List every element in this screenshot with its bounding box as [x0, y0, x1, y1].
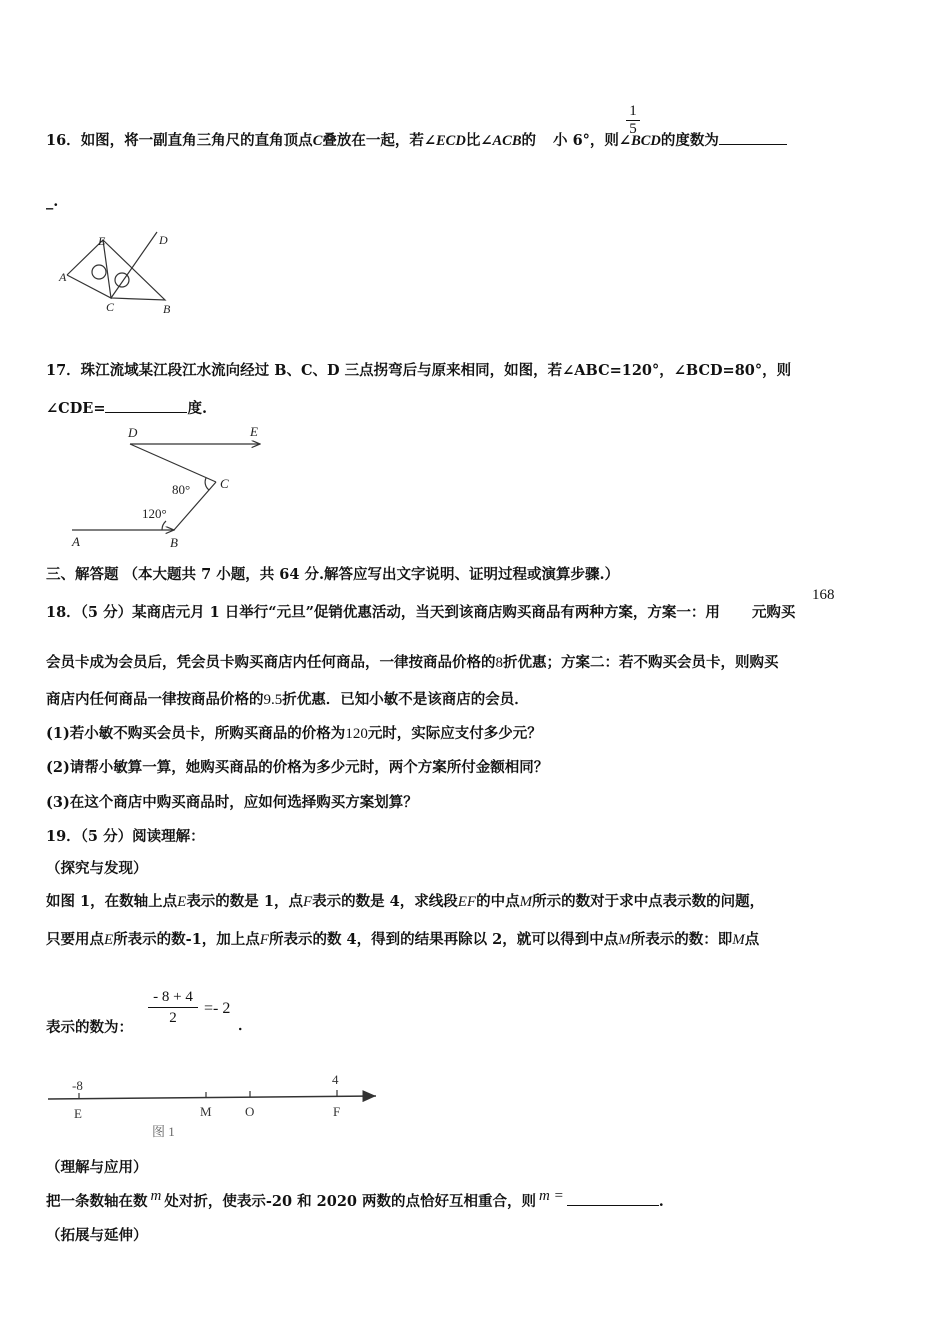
label-e: E	[98, 234, 106, 248]
q19-line3	[46, 1016, 133, 1037]
q19-fold-line	[46, 1190, 664, 1211]
q18-part: 商店内任何商品一律按商品价格的	[46, 691, 264, 708]
q19-var: m =	[539, 1188, 564, 1204]
q19-apply-heading: （理解与应用）	[46, 1159, 148, 1176]
fraction-numerator: - 8 + 4	[153, 989, 193, 1005]
figure-17	[64, 420, 274, 555]
fraction-denominator: 5	[629, 121, 637, 137]
triangle-bcd	[103, 232, 165, 300]
fraction-numerator: 1	[629, 103, 637, 119]
q19-var: F	[259, 932, 269, 948]
q18-number-168: 168	[812, 587, 835, 603]
label-b: B	[163, 302, 171, 316]
q19-part: 所表示的数：即	[630, 931, 733, 948]
label-a: A	[59, 270, 67, 284]
q19-explore-heading: （探究与发现）	[46, 860, 148, 877]
q16-number: 16．	[46, 132, 81, 149]
q16-part: 如图，将一副直角三角尺的直角顶点	[80, 132, 313, 149]
q19-var: E	[177, 894, 187, 910]
angle-120-label: 120°	[142, 506, 167, 521]
label-d: D	[128, 425, 138, 440]
q19-var: EF	[457, 894, 477, 910]
q16-var: BCD	[631, 133, 661, 149]
q19-part: 点	[744, 931, 760, 948]
label-c: C	[220, 476, 229, 491]
q19-part: 的中点	[476, 893, 520, 910]
q19-var: F	[302, 894, 313, 910]
q18-part2: (2)请帮小敏算一算，她购买商品的价格为多少元时，两个方案所付金额相同？	[46, 759, 549, 776]
answer-blank[interactable]	[719, 130, 787, 145]
q19-var: E	[104, 932, 114, 948]
q18-line3	[46, 688, 529, 709]
point-f-label: F	[333, 1104, 341, 1119]
label-d: D	[159, 233, 168, 247]
q19-part: 所表示的数 4，得到的结果再除以 2，就可以得到中点	[268, 931, 619, 948]
q18-part: 元时，实际应支付多少元？	[367, 725, 542, 742]
q19-fraction	[148, 988, 198, 1028]
figure-16	[55, 228, 185, 318]
value-4: 4	[332, 1072, 339, 1087]
q17-line2	[46, 397, 207, 418]
triangle-ace	[67, 240, 111, 298]
q19-title: 19．（5 分）阅读理解：	[46, 828, 205, 845]
q16-text	[46, 129, 787, 150]
q19-part: 把一条数轴在数	[46, 1193, 148, 1210]
q16-part: 叠放在一起，若∠	[322, 132, 437, 149]
q19-result: =- 2	[204, 1000, 231, 1017]
river-cd	[130, 444, 216, 482]
q16-part: 的	[521, 132, 537, 149]
q16-part: 比∠	[465, 132, 493, 149]
point-m-label: M	[200, 1104, 212, 1119]
q19-part: 所表示的数-1，加上点	[113, 931, 260, 948]
q19-var: m	[150, 1188, 162, 1204]
q19-part: 只要用点	[46, 931, 104, 948]
q19-part: .	[658, 1193, 664, 1210]
q19-part: 表示的数是 1，点	[186, 893, 303, 910]
q17-suffix: 度.	[187, 400, 208, 417]
angle-arc-c	[205, 478, 209, 490]
angle-80-label: 80°	[172, 482, 191, 497]
q18-number: 8	[495, 655, 503, 671]
q18-part: 折优惠；方案二：若不购买会员卡，则购买	[503, 654, 779, 671]
q16-var: C	[312, 133, 323, 149]
fraction-denominator: 2	[169, 1010, 177, 1026]
q19-part: 如图 1，在数轴上点	[46, 893, 178, 910]
q18-part: 18．（5 分）某商店元月 1 日举行“元旦”促销优惠活动，当天到该商店购买商品有两种方案，方案一：用	[46, 604, 720, 621]
q19-part: 表示的数为：	[46, 1019, 133, 1036]
q18-part: 元购买	[751, 604, 796, 621]
figure-19-number-line	[44, 1068, 389, 1140]
angle-arc-b	[162, 521, 166, 530]
q16-var: ECD	[436, 133, 466, 149]
angle-circle-2	[115, 273, 129, 287]
label-c: C	[106, 300, 115, 314]
q18-part: 会员卡成为会员后，凭会员卡购买商店内任何商品，一律按商品价格的	[46, 654, 496, 671]
q19-extend-heading: （拓展与延伸）	[46, 1227, 148, 1244]
q19-part: 处对折，使表示-20 和 2020 两数的点恰好互相重合，则	[164, 1193, 537, 1210]
angle-circle-1	[92, 265, 106, 279]
q19-line1	[46, 890, 764, 911]
label-b: B	[170, 535, 178, 550]
q19-period: ．	[238, 1017, 253, 1034]
label-a: A	[72, 534, 80, 549]
value-minus-8: -8	[72, 1078, 83, 1093]
point-o-label: O	[245, 1104, 255, 1119]
point-e-label: E	[74, 1106, 82, 1121]
label-e: E	[250, 424, 258, 439]
number-line-axis	[48, 1096, 376, 1099]
figure-caption: 图 1	[152, 1124, 175, 1139]
q18-line2	[46, 651, 779, 672]
q17-prefix: ∠CDE=	[46, 400, 106, 417]
q19-var: M	[519, 894, 533, 910]
q19-line2	[46, 928, 759, 949]
q16-blank-tail: _.	[46, 193, 59, 210]
q18-part3: (3)在这个商店中购买商品时，应如何选择购买方案划算？	[46, 794, 418, 811]
q19-part: 所示的数对于求中点表示数的问题，	[532, 893, 765, 910]
q18-part1	[46, 722, 542, 743]
q16-part: 的度数为	[660, 132, 719, 149]
answer-blank[interactable]	[567, 1191, 659, 1206]
q19-part: 表示的数是 4，求线段	[312, 893, 458, 910]
q18-number: 120	[345, 726, 368, 742]
section-3-header: 三、解答题 （本大题共 7 小题，共 64 分.解答应写出文字说明、证明过程或演算步骤.）	[46, 566, 620, 583]
q19-var: M	[618, 932, 631, 948]
q18-line1	[46, 601, 795, 622]
answer-blank[interactable]	[105, 398, 187, 413]
q16-part: 小 6°，则∠	[553, 132, 632, 149]
q17-text: 17．珠江流域某江段江水流向经过 B、C、D 三点拐弯后与原来相同，如图，若∠ABC=120°，∠BCD=80°，则	[46, 362, 792, 379]
q16-var: ACB	[492, 133, 522, 149]
q18-part: (1)若小敏不购买会员卡，所购买商品的价格为	[46, 725, 346, 742]
q18-part: 折优惠．已知小敏不是该商店的会员．	[282, 691, 529, 708]
q18-number: 9.5	[263, 692, 283, 708]
q19-var: M	[732, 932, 745, 948]
